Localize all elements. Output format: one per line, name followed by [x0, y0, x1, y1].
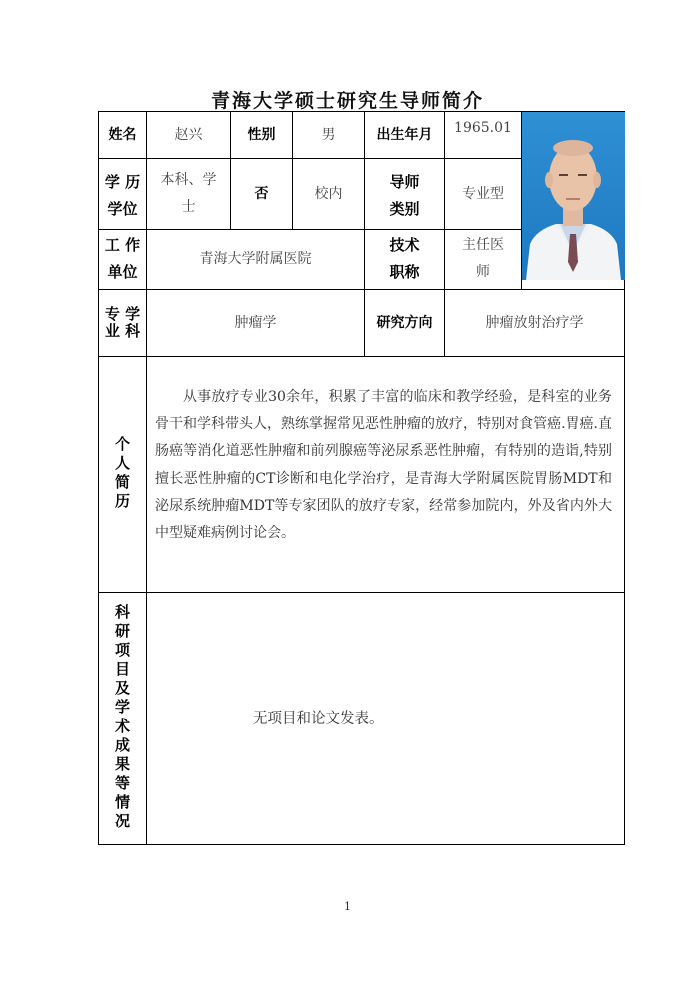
label-achievements-cell	[99, 593, 147, 845]
value-gender: 男	[293, 112, 365, 159]
label-mentor-type-cell	[365, 158, 445, 229]
label-gender: 性别	[231, 112, 293, 159]
value-workplace: 青海大学附属医院	[147, 229, 365, 289]
label-workplace: 工 作 单位	[104, 236, 141, 282]
value-discipline: 肿瘤学	[147, 290, 365, 357]
value-name: 赵兴	[147, 112, 231, 159]
page-title: 青海大学硕士研究生导师简介	[210, 90, 484, 112]
value-education: 本科、学士	[147, 158, 231, 229]
label-mentor-type: 导师 类别	[389, 172, 420, 218]
value-research: 肿瘤放射治疗学	[445, 290, 625, 357]
label-education: 学 历 学位	[104, 172, 141, 218]
label-resume: 个人简历	[114, 434, 130, 510]
label-research: 研究方向	[365, 290, 445, 357]
label-discipline: 专 学 业 科	[104, 305, 141, 340]
label-tech-title-cell	[365, 229, 445, 289]
value-tech-title: 主任医师	[445, 229, 522, 289]
value-resume: 从事放疗专业30余年，积累了丰富的临床和教学经验，是科室的业务骨干和学科带头人，熟练掌握常见恶性肿瘤的放疗，特别对食管癌.胃癌.直肠癌等消化道恶性肿瘤和前列腺癌等泌尿系恶性肿瘤，有特别的造诣,特别擅长恶性肿瘤的CT诊断和电化学治疗，是青海大学附属医院胃肠MDT和泌尿系统肿瘤MDT等专家团队的放疗专家，经常参加院内，外及省内外大中型疑难病例讨论会。	[147, 357, 625, 593]
label-discipline-cell	[99, 290, 147, 357]
label-tech-title: 技术 职称	[389, 236, 420, 282]
label-birth: 出生年月	[365, 112, 445, 159]
value-campus: 校内	[293, 158, 365, 229]
profile-table	[98, 111, 625, 845]
portrait-photo	[522, 112, 625, 290]
label-resume-cell	[99, 357, 147, 593]
value-edu-flag: 否	[231, 158, 293, 229]
label-education-cell	[99, 158, 147, 229]
portrait-image	[522, 112, 625, 280]
value-achievements: 无项目和论文发表。	[147, 593, 625, 845]
value-birth: 1965.01	[445, 112, 522, 159]
page-number: 1	[344, 900, 351, 913]
label-name: 姓名	[99, 112, 147, 159]
label-workplace-cell	[99, 229, 147, 289]
value-mentor-type: 专业型	[445, 158, 522, 229]
label-achievements: 科研项目及学术成果等情况	[114, 602, 130, 830]
